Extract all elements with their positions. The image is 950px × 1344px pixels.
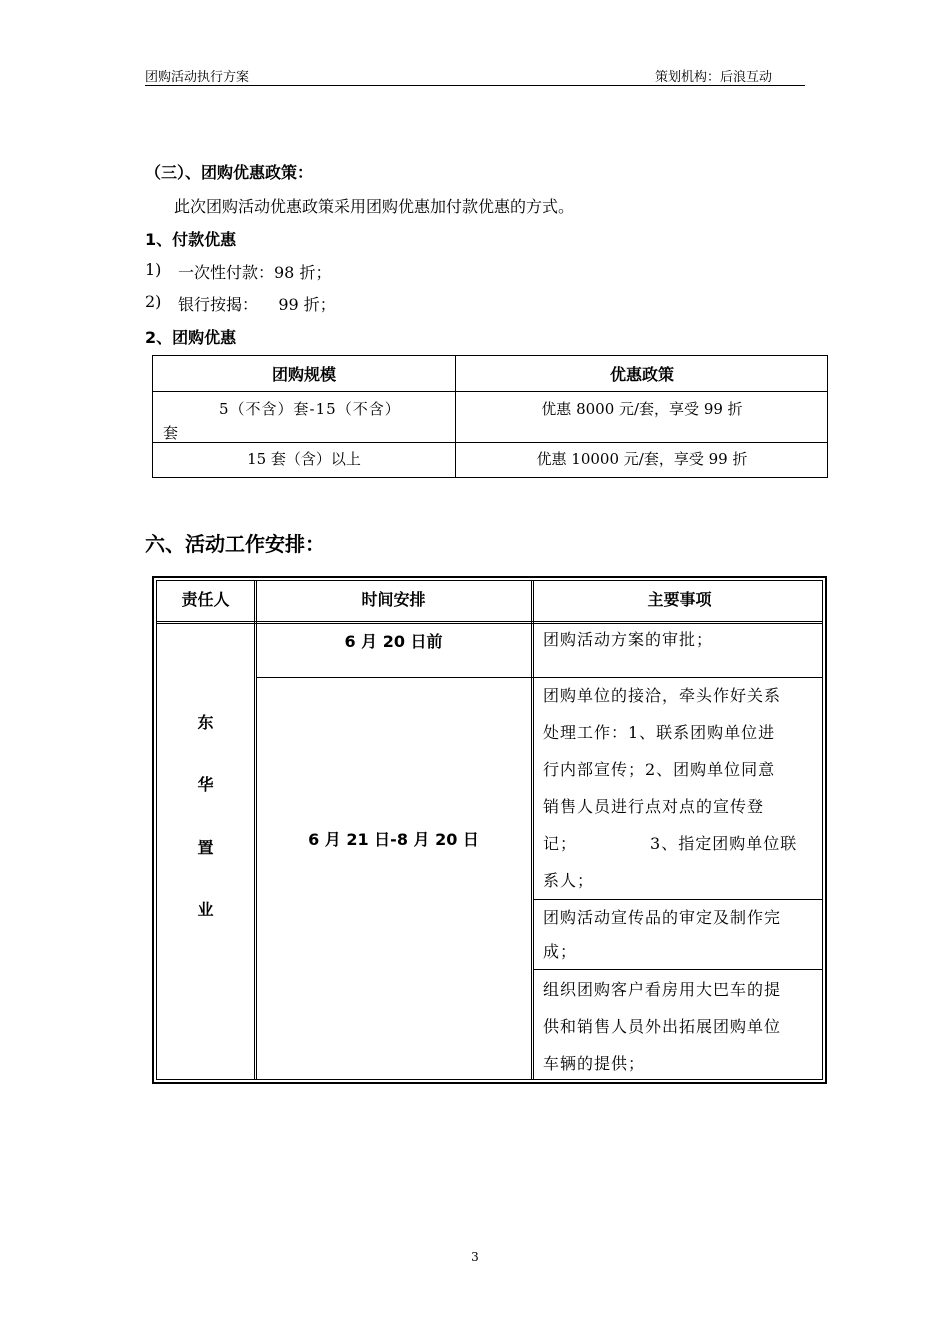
task-vehicles-line: 供和销售人员外出拓展团购单位 <box>543 1017 782 1036</box>
table-header-tasks: 主要事项 <box>647 590 712 609</box>
task-liaison-line: 销售人员进行点对点的宣传登 <box>543 797 765 816</box>
table-divider <box>533 581 534 1079</box>
table-divider <box>254 581 255 1079</box>
table-divider <box>531 581 532 1079</box>
row1-scale-line1: 5（不含）套-15（不含） <box>219 400 401 418</box>
header-document-title: 团购活动执行方案 <box>145 70 250 85</box>
work-schedule-table <box>152 576 827 1084</box>
owner-char: 东 <box>197 713 214 732</box>
payment-discount-title: 1、付款优惠 <box>145 230 237 249</box>
task-liaison-line: 处理工作：1、联系团购单位进 <box>543 723 776 742</box>
task-promo-materials-line: 团购活动宣传品的审定及制作完 <box>543 908 782 927</box>
period-before-june-20: 6 月 20 日前 <box>344 632 443 651</box>
task-promo-materials-line: 成； <box>543 942 578 961</box>
payment-item-1-num: 1) <box>145 260 162 279</box>
table-header-scale: 团购规模 <box>271 365 336 384</box>
task-liaison-line: 系人； <box>543 871 595 890</box>
task-plan-approval: 团购活动方案的审批； <box>543 630 714 649</box>
task-vehicles-line: 车辆的提供； <box>543 1054 646 1073</box>
group-discount-title: 2、团购优惠 <box>145 328 237 347</box>
table-divider <box>153 442 827 443</box>
row1-policy: 优惠 8000 元/套，享受 99 折 <box>541 400 743 418</box>
table-divider <box>157 621 822 622</box>
table-header-policy: 优惠政策 <box>609 365 674 384</box>
header-rule <box>145 85 805 86</box>
page-number: 3 <box>471 1250 479 1264</box>
task-vehicles-line: 组织团购客户看房用大巴车的提 <box>543 980 782 999</box>
owner-char: 业 <box>197 900 214 919</box>
row1-scale-line2: 套 <box>163 424 179 442</box>
group-discount-table <box>152 355 828 478</box>
task-liaison-line: 记； 3、指定团购单位联 <box>543 834 798 853</box>
payment-item-1-text: 一次性付款：98 折； <box>178 263 332 282</box>
section3-intro: 此次团购活动优惠政策采用团购优惠加付款优惠的方式。 <box>174 197 575 216</box>
table-header-owner: 责任人 <box>181 590 230 609</box>
section3-title: （三）、团购优惠政策： <box>145 163 314 182</box>
table-header-time: 时间安排 <box>361 590 426 609</box>
task-liaison-line: 行内部宣传；2、团购单位同意 <box>543 760 776 779</box>
row2-scale: 15 套（含）以上 <box>247 450 361 468</box>
header-agency: 策划机构：后浪互动 <box>655 70 773 85</box>
owner-char: 华 <box>197 775 214 794</box>
section6-title: 六、活动工作安排： <box>145 532 325 556</box>
owner-char: 置 <box>197 838 214 857</box>
payment-item-2-num: 2) <box>145 292 162 311</box>
row2-policy: 优惠 10000 元/套，享受 99 折 <box>536 450 748 468</box>
task-liaison-line: 团购单位的接洽，牵头作好关系 <box>543 686 782 705</box>
payment-item-2-text: 银行按揭： 99 折； <box>178 295 336 314</box>
period-june21-aug20: 6 月 21 日-8 月 20 日 <box>308 830 479 849</box>
table-divider <box>157 623 822 624</box>
table-divider <box>153 391 827 392</box>
